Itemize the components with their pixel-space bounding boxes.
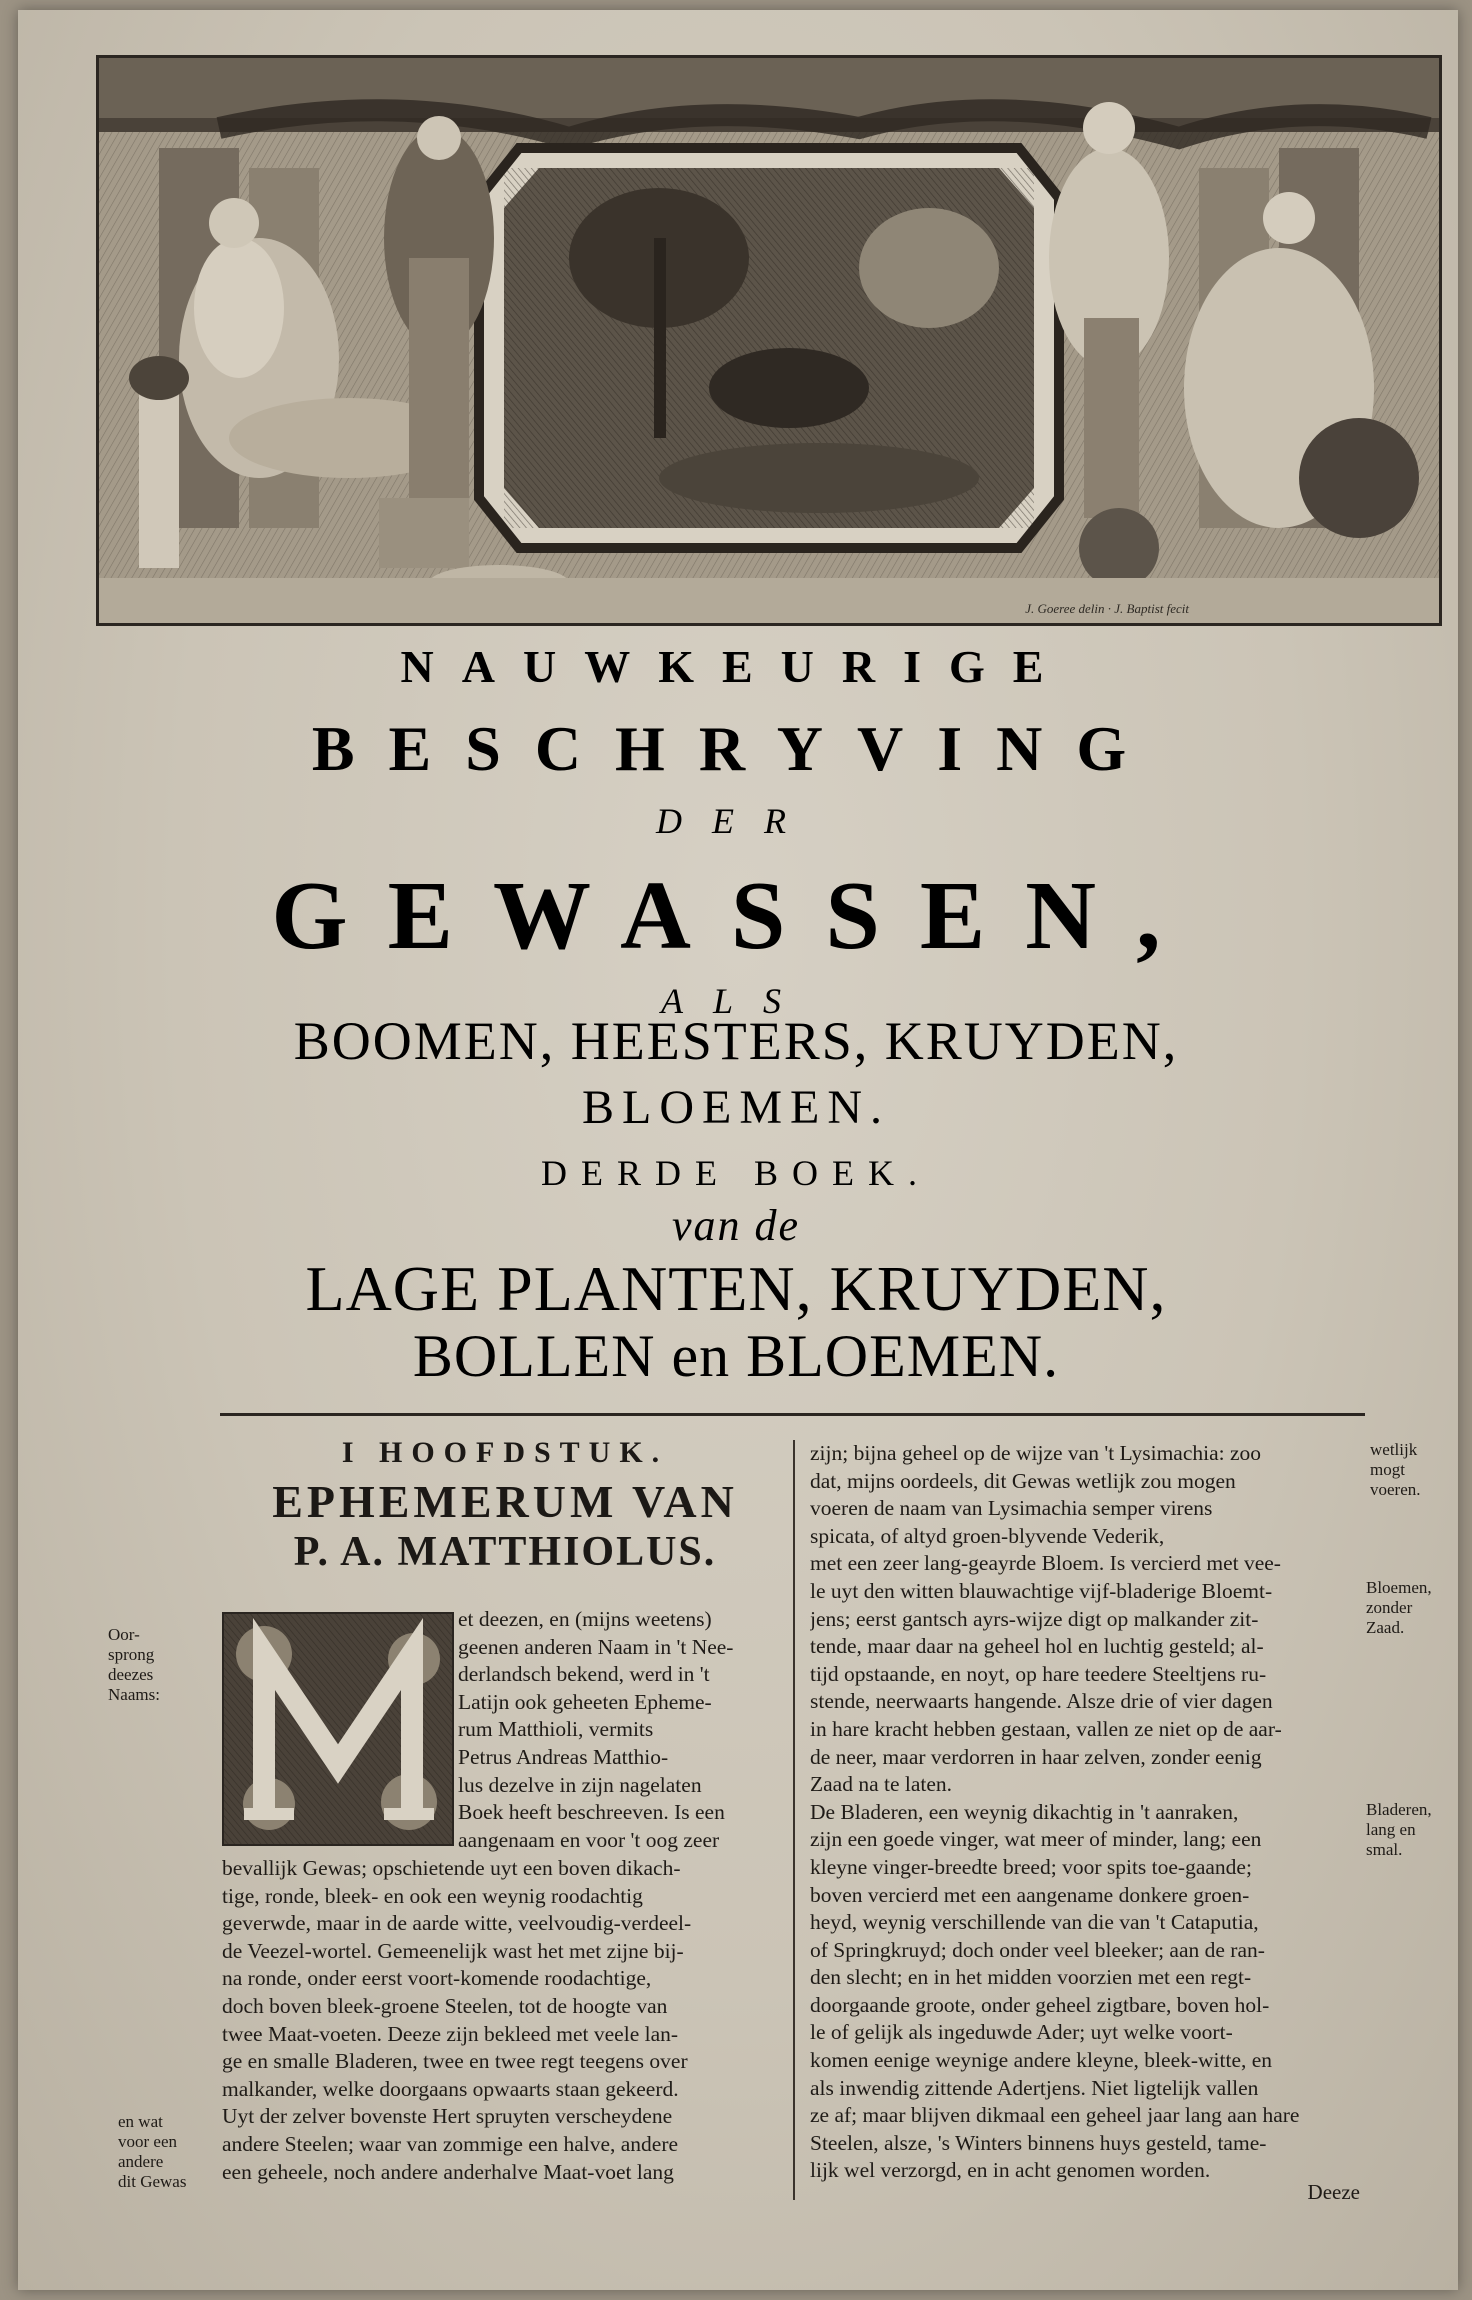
margin-note-line: zonder: [1366, 1598, 1413, 1617]
text-line: malkander, welke doorgaans opwaarts staan gekeerd.: [222, 2076, 679, 2101]
text-line: stende, neerwaarts hangende. Alsze drie of vier dagen: [810, 1689, 1273, 1714]
text-line: doorgaande groote, onder geheel zigtbare, boven hol-: [810, 1992, 1270, 2017]
text-line: een geheele, noch andere anderhalve Maat-voet lang: [222, 2159, 674, 2184]
decorated-initial-m: [222, 1612, 454, 1846]
chapter-title-line-2: P. A. MATTHIOLUS.: [293, 1529, 717, 1575]
text-line: boven vercierd met een aangename donkere groen-: [810, 1882, 1250, 1907]
text-line: et deezen, en (mijns weetens): [458, 1607, 712, 1631]
margin-note-line: smal.: [1366, 1840, 1403, 1859]
text-line: kleyne vinger-breedte breed; voor spits toe-gaande;: [810, 1854, 1252, 1879]
text-line: Boek heeft beschreeven. Is een: [458, 1800, 725, 1825]
text-line: Latijn ook geheeten Epheme-: [458, 1689, 712, 1714]
title-line-boomen: BOOMEN, HEESTERS, KRUYDEN,: [293, 1011, 1179, 1071]
text-line: tende, maar daar na geheel hol en luchtig gesteld; al-: [810, 1634, 1264, 1659]
margin-note-line: Naams:: [108, 1685, 160, 1704]
section-rule: [220, 1413, 1365, 1416]
text-line: le of gelijk als ingeduwde Ader; uyt welke voort-: [810, 2020, 1233, 2045]
text-line: doch boven bleek-groene Steelen, tot de hoogte van: [222, 1993, 668, 2018]
text-line: komen eenige weynige andere kleyne, bleek-witte, en: [810, 2048, 1273, 2073]
text-line: Petrus Andreas Matthio-: [458, 1744, 669, 1769]
text-line: lus dezelve in zijn nagelaten: [458, 1772, 702, 1797]
margin-note-line: lang en: [1366, 1820, 1416, 1839]
title-line-der: DER: [656, 801, 816, 841]
margin-note-line: Zaad.: [1366, 1618, 1405, 1637]
margin-note-line: voeren.: [1370, 1480, 1421, 1499]
text-line: rum Matthioli, vermits: [458, 1717, 654, 1742]
left-column-text: [222, 1855, 777, 2186]
text-line: den slecht; en in het midden voorzien met een regt-: [810, 1965, 1252, 1990]
title-line-bollen: BOLLEN en BLOEMEN.: [412, 1323, 1060, 1389]
chapter-title-line-1: EPHEMERUM VAN: [272, 1476, 738, 1527]
text-line: de neer, maar verdorren in haar zelven, zonder eenig: [810, 1744, 1262, 1769]
text-line: twee Maat-voeten. Deeze zijn bekleed met veele lan-: [222, 2021, 679, 2046]
title-line-derde-boek: DERDE BOEK.: [541, 1153, 931, 1193]
title-line-van-de: van de: [671, 1201, 801, 1250]
margin-note-line: en wat: [118, 2112, 163, 2131]
text-line: Steelen, alsze, 's Winters binnens huys gesteld, tame-: [810, 2130, 1267, 2155]
chapter-opening-text: [458, 1606, 776, 1854]
text-line: derlandsch bekend, werd in 't: [458, 1662, 710, 1687]
text-line: de Veezel-wortel. Gemeenelijk wast het met zijne bij-: [222, 1938, 684, 1963]
margin-note-line: deezes: [108, 1665, 154, 1684]
text-line: lijk wel verzorgd, en in acht genomen worden.: [810, 2158, 1211, 2183]
right-column-text: [810, 1440, 1358, 2185]
text-line: spicata, of altyd groen-blyvende Vederik,: [810, 1523, 1165, 1548]
text-line: tige, ronde, bleek- en ook een weynig roodachtig: [222, 1883, 643, 1908]
text-line: zijn; bijna geheel op de wijze van 't Lysimachia: zoo: [810, 1441, 1262, 1465]
text-line: of Springkruyd; doch onder veel bleeker; aan de ran-: [810, 1937, 1265, 1962]
engraver-credit: J. Goeree delin · J. Baptist fecit: [1025, 601, 1189, 616]
text-line: na ronde, onder eerst voort-komende roodachtige,: [222, 1966, 652, 1991]
text-line: bevallijk Gewas; opschietende uyt een boven dikach-: [222, 1856, 681, 1880]
text-line: geverwde, maar in de aarde witte, veelvoudig-verdeel-: [222, 1911, 692, 1936]
title-line-beschryving: BESCHRYVING: [311, 713, 1161, 784]
margin-note-line: mogt: [1370, 1460, 1405, 1479]
title-line-als: ALS: [660, 981, 811, 1021]
margin-note-line: Oor-: [108, 1625, 140, 1644]
text-line: De Bladeren, een weynig dikachtig in 't aanraken,: [810, 1799, 1239, 1824]
margin-note-line: Bladeren,: [1366, 1800, 1432, 1819]
title-line-bloemen: BLOEMEN.: [582, 1081, 890, 1134]
text-line: Zaad na te laten.: [810, 1772, 953, 1797]
text-line: le uyt den witten blauwachtige vijf-bladerige Bloemt-: [810, 1578, 1273, 1603]
margin-note-line: voor een: [118, 2132, 178, 2151]
text-line: ze af; maar blijven dikmaal een geheel jaar lang aan hare: [810, 2103, 1300, 2128]
text-line: tijd opstaande, en noyt, op hare teedere Steeltjens ru-: [810, 1661, 1267, 1686]
text-line: dat, mijns oordeels, dit Gewas wetlijk zou mogen: [810, 1468, 1236, 1493]
title-line-lage-planten: LAGE PLANTEN, KRUYDEN,: [305, 1253, 1167, 1324]
margin-note-line: Bloemen,: [1366, 1578, 1432, 1597]
margin-note-what-plant: [118, 2112, 218, 2192]
text-line: in hare kracht hebben gestaan, vallen ze niet op de aar-: [810, 1716, 1282, 1741]
margin-note-flowers: [1366, 1578, 1461, 1638]
column-divider: [793, 1440, 795, 2200]
margin-note-line: sprong: [108, 1645, 155, 1664]
text-line: heyd, weynig verschillende van die van 't Cataputia,: [810, 1910, 1259, 1935]
text-line: met een zeer lang-geayrde Bloem. Is vercierd met vee-: [810, 1551, 1281, 1576]
engraved-headpiece: [96, 55, 1442, 626]
margin-note-leaves: [1366, 1800, 1461, 1860]
text-line: als inwendig zittende Adertjens. Niet ligtelijk vallen: [810, 2075, 1259, 2100]
margin-note-name: [1370, 1440, 1465, 1500]
title-line-gewassen: GEWASSEN,: [271, 862, 1201, 970]
margin-note-line: dit Gewas: [118, 2172, 187, 2191]
text-line: jens; eerst gantsch ayrs-wijze digt op malkander zit-: [810, 1606, 1259, 1631]
text-line: voeren de naam van Lysimachia semper virens: [810, 1496, 1213, 1521]
headpiece-illustration: [99, 58, 1439, 623]
text-line: Uyt der zelver bovenste Hert spruyten verscheydene: [222, 2104, 673, 2129]
text-line: geenen anderen Naam in 't Nee-: [458, 1634, 734, 1659]
margin-note-line: andere: [118, 2152, 164, 2171]
catchword: Deeze: [1307, 2180, 1360, 2204]
text-line: aangenaam en voor 't oog zeer: [458, 1827, 720, 1852]
chapter-number: I HOOFDSTUK.: [341, 1436, 669, 1469]
text-line: zijn een goede vinger, wat meer of minder, lang; een: [810, 1827, 1262, 1852]
title-line-nauwkeurige: NAUWKEURIGE: [400, 641, 1072, 692]
text-line: ge en smalle Bladeren, twee en twee regt teegens over: [222, 2049, 688, 2074]
margin-note-origin: [108, 1625, 208, 1705]
text-line: andere Steelen; waar van zommige een halve, andere: [222, 2131, 679, 2156]
margin-note-line: wetlijk: [1370, 1440, 1418, 1459]
